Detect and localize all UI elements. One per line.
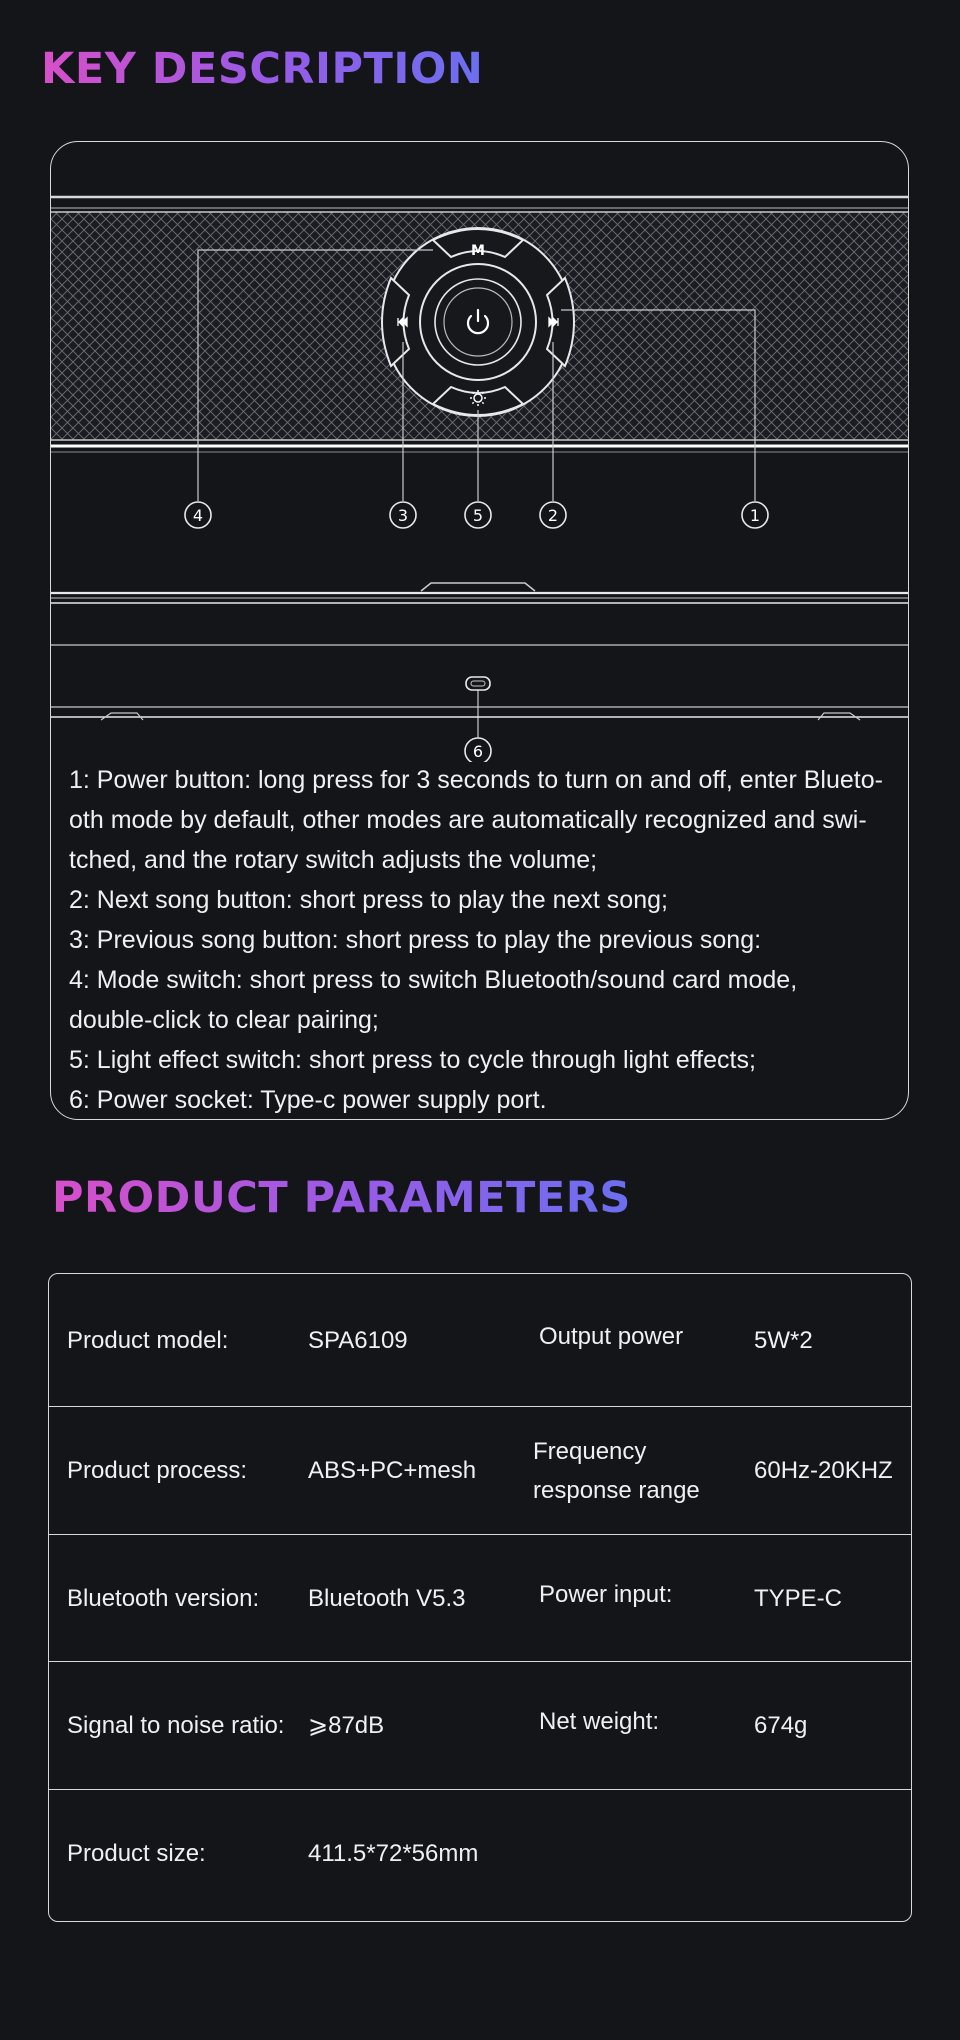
param-label: Frequency response range [533, 1438, 700, 1504]
param-value: 411.5*72*56mm [308, 1840, 479, 1867]
description-line: 6: Power socket: Type-c power supply port. [69, 1086, 547, 1114]
product-parameters-title: PRODUCT PARAMETERS [52, 1173, 631, 1223]
description-line: 2: Next song button: short press to play the next song; [69, 886, 668, 914]
description-line: oth mode by default, other modes are automatically recognized and swi- [69, 806, 867, 834]
speaker-side-profile [51, 583, 909, 720]
svg-text:2: 2 [547, 506, 559, 525]
table-row [49, 1274, 911, 1407]
callout-marker-1 [742, 502, 768, 528]
description-line: 4: Mode switch: short press to switch Bluetooth/sound card mode, [69, 966, 798, 994]
description-line: 5: Light effect switch: short press to cycle through light effects; [69, 1046, 756, 1074]
param-value: Bluetooth V5.3 [308, 1585, 466, 1612]
svg-text:5: 5 [472, 506, 484, 525]
key-description-text [69, 760, 897, 1120]
param-value: 674g [754, 1712, 808, 1739]
param-value: TYPE-C [754, 1585, 843, 1612]
key-description-panel [50, 141, 909, 1120]
param-value: SPA6109 [308, 1327, 408, 1354]
key-description-title: KEY DESCRIPTION [41, 44, 484, 94]
param-value: ABS+PC+mesh [308, 1457, 477, 1484]
callout-marker-2 [540, 502, 566, 528]
param-value: 60Hz-20KHZ [754, 1457, 893, 1484]
callout-marker-4 [185, 502, 211, 528]
table-row [49, 1662, 911, 1790]
svg-text:1: 1 [749, 506, 761, 525]
param-label: Signal to noise ratio: [67, 1712, 285, 1739]
description-line: 1: Power button: long press for 3 seconds to turn on and off, enter Blueto- [69, 766, 883, 794]
table-row [49, 1790, 911, 1920]
param-label: Product process: [67, 1457, 248, 1484]
svg-text:3: 3 [397, 506, 409, 525]
param-label: Net weight: [539, 1708, 660, 1735]
description-line: tched, and the rotary switch adjusts the volume; [69, 846, 598, 874]
callout-marker-5 [465, 502, 491, 528]
param-label: Power input: [539, 1581, 673, 1608]
speaker-key-diagram [51, 142, 909, 762]
control-knob-cluster [382, 228, 574, 416]
mode-button-label: M [471, 243, 485, 259]
table-row [49, 1535, 911, 1662]
svg-text:6: 6 [472, 742, 484, 761]
description-line: 3: Previous song button: short press to play the previous song: [69, 926, 762, 954]
param-label: Product size: [67, 1840, 206, 1867]
param-value: ⩾87dB [308, 1712, 385, 1739]
product-parameters-table [48, 1273, 912, 1922]
svg-text:4: 4 [192, 506, 204, 525]
param-label: Product model: [67, 1327, 229, 1354]
table-row [49, 1407, 911, 1535]
param-value: 5W*2 [754, 1327, 813, 1354]
param-label: Bluetooth version: [67, 1585, 260, 1612]
callout-marker-6 [465, 738, 491, 762]
param-label: Output power [539, 1323, 684, 1350]
callout-marker-3 [390, 502, 416, 528]
type-c-port [466, 677, 490, 690]
description-line: double-click to clear pairing; [69, 1006, 379, 1034]
